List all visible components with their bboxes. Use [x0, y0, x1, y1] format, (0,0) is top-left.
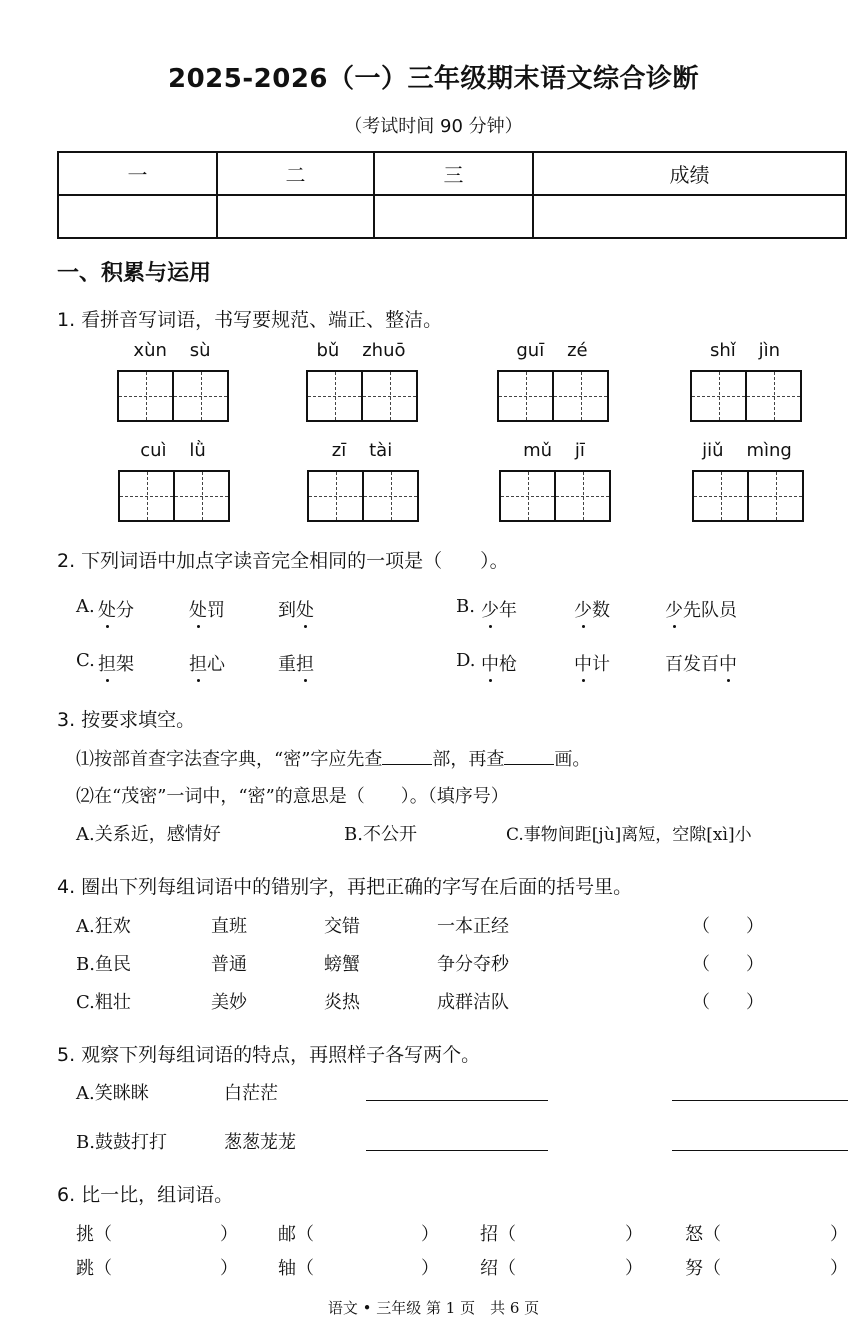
q2-option-a-label: A.: [76, 596, 95, 617]
writing-grid-4[interactable]: [690, 370, 802, 422]
q5-row-a-answer-line-1[interactable]: [366, 1100, 548, 1101]
pinyin-3: guī zé: [516, 340, 588, 361]
score-table: [57, 151, 847, 239]
question-2-text: 2. 下列词语中加点字读音完全相同的一项是（ ）。: [57, 550, 509, 572]
q2-option-c-label: C.: [76, 650, 95, 671]
score-cell-3[interactable]: [374, 195, 533, 238]
score-header-total: 成绩: [533, 152, 846, 195]
q4-row-b-word-2: 普通: [211, 954, 247, 975]
q6-row2-char-1: 跳（: [76, 1258, 112, 1279]
question-3-text: 3. 按要求填空。: [57, 709, 196, 731]
q2-option-b-word-2: 少数: [574, 596, 610, 622]
q5-row-b-answer-line-1[interactable]: [366, 1150, 548, 1151]
q2-option-a-word-2: 处罚: [189, 596, 225, 622]
pinyin-8: jiǔ mìng: [702, 440, 792, 461]
writing-grid-1[interactable]: [117, 370, 229, 422]
writing-grid-5[interactable]: [118, 470, 230, 522]
q2-option-a-word-1: 处分: [98, 596, 134, 622]
question-4-text: 4. 圈出下列每组词语中的错别字，再把正确的字写在后面的括号里。: [57, 876, 633, 898]
page-footer: 语文 • 三年级 第 1 页 共 6 页: [327, 1299, 540, 1317]
q2-option-d-word-3: 百发百中: [665, 650, 737, 676]
writing-grid-6[interactable]: [307, 470, 419, 522]
q4-row-b-word-1: B.鱼民: [76, 954, 131, 975]
q4-row-b-word-3: 螃蟹: [324, 954, 360, 975]
score-cell-total[interactable]: [533, 195, 846, 238]
writing-grid-2[interactable]: [306, 370, 418, 422]
q6-row2-close-1: ）: [220, 1258, 238, 1279]
q6-row1-close-3: ）: [625, 1224, 643, 1245]
exam-duration: （考试时间 90 分钟）: [344, 116, 523, 137]
q3-option-c: C.事物间距[jù]离短，空隙[xì]小: [506, 825, 752, 845]
q2-option-c-word-1: 担架: [98, 650, 134, 676]
question-5-text: 5. 观察下列每组词语的特点，再照样子各写两个。: [57, 1044, 481, 1066]
score-header-1: 一: [58, 152, 217, 195]
q4-row-a-word-1: A.狂欢: [76, 916, 131, 937]
q3-part-2: ⑵在“茂密”一词中，“密”的意思是（ ）。（填序号）: [76, 786, 509, 807]
score-table-header-row: [58, 152, 846, 195]
question-6-text: 6. 比一比，组词语。: [57, 1184, 234, 1206]
q4-row-a-word-3: 交错: [324, 916, 360, 937]
q6-row2-char-4: 努（: [685, 1258, 721, 1279]
score-cell-2[interactable]: [217, 195, 374, 238]
pinyin-1: xùn sù: [133, 340, 211, 361]
q4-row-c-word-1: C.粗壮: [76, 992, 131, 1013]
q3-blank-strokes[interactable]: [504, 746, 554, 765]
pinyin-5: cuì lǜ: [140, 440, 206, 461]
q2-option-d-word-1: 中枪: [481, 650, 517, 676]
q2-option-a-word-3: 到处: [278, 596, 314, 622]
q6-row1-char-3: 招（: [480, 1224, 516, 1245]
pinyin-6: zī tài: [331, 440, 393, 461]
score-cell-1[interactable]: [58, 195, 217, 238]
q4-row-c-word-3: 炎热: [324, 992, 360, 1013]
pinyin-4: shǐ jìn: [709, 340, 781, 361]
q6-row1-char-1: 挑（: [76, 1224, 112, 1245]
score-header-2: 二: [217, 152, 374, 195]
q3-blank-radical[interactable]: [382, 746, 432, 765]
q4-row-c-word-4: 成群洁队: [437, 992, 509, 1013]
q6-row1-close-4: ）: [830, 1224, 848, 1245]
q6-row1-char-4: 怒（: [685, 1224, 721, 1245]
q2-option-c-word-2: 担心: [189, 650, 225, 676]
q6-row2-close-4: ）: [830, 1258, 848, 1279]
q3-option-b: B.不公开: [344, 824, 417, 845]
pinyin-2: bǔ zhuō: [316, 340, 406, 361]
q6-row1-close-1: ）: [220, 1224, 238, 1245]
q4-row-a-word-4: 一本正经: [437, 916, 509, 937]
q6-row1-close-2: ）: [421, 1224, 439, 1245]
q2-option-b-word-1: 少年: [481, 596, 517, 622]
q5-row-a-example-2: 白茫茫: [224, 1083, 278, 1104]
q4-row-a-answer[interactable]: （ ）: [692, 916, 764, 937]
q3-part-1: ⑴按部首查字法查字典，“密”字应先查 部，再查 画。: [76, 745, 590, 771]
q2-option-b-label: B.: [456, 596, 475, 617]
q6-row2-char-2: 轴（: [278, 1258, 314, 1279]
q5-row-b-example-1: B.鼓鼓打打: [76, 1132, 167, 1153]
score-header-3: 三: [374, 152, 533, 195]
pinyin-7: mǔ jī: [523, 440, 585, 461]
writing-grid-7[interactable]: [499, 470, 611, 522]
q6-row1-char-2: 邮（: [278, 1224, 314, 1245]
q3-option-a: A.关系近，感情好: [76, 824, 221, 845]
q6-row2-char-3: 绍（: [480, 1258, 516, 1279]
writing-grid-8[interactable]: [692, 470, 804, 522]
q4-row-a-word-2: 直班: [211, 916, 247, 937]
q4-row-b-answer[interactable]: （ ）: [692, 954, 764, 975]
question-1-text: 1. 看拼音写词语，书写要规范、端正、整洁。: [57, 309, 443, 331]
q5-row-b-answer-line-2[interactable]: [672, 1150, 848, 1151]
q2-option-b-word-3: 少先队员: [665, 596, 737, 622]
exam-title: 2025-2026（一）三年级期末语文综合诊断: [167, 64, 700, 94]
q2-option-c-word-3: 重担: [278, 650, 314, 676]
q4-row-c-answer[interactable]: （ ）: [692, 992, 764, 1013]
q5-row-a-answer-line-2[interactable]: [672, 1100, 848, 1101]
q5-row-a-example-1: A.笑眯眯: [76, 1083, 149, 1104]
q6-row2-close-2: ）: [421, 1258, 439, 1279]
q4-row-c-word-2: 美妙: [211, 992, 247, 1013]
q6-row2-close-3: ）: [625, 1258, 643, 1279]
score-table-entry-row: [58, 195, 846, 238]
q4-row-b-word-4: 争分夺秒: [437, 954, 509, 975]
q2-option-d-word-2: 中计: [574, 650, 610, 676]
section-1-title: 一、积累与运用: [57, 261, 212, 286]
q5-row-b-example-2: 葱葱茏茏: [224, 1132, 296, 1153]
q2-option-d-label: D.: [456, 650, 476, 671]
writing-grid-3[interactable]: [497, 370, 609, 422]
